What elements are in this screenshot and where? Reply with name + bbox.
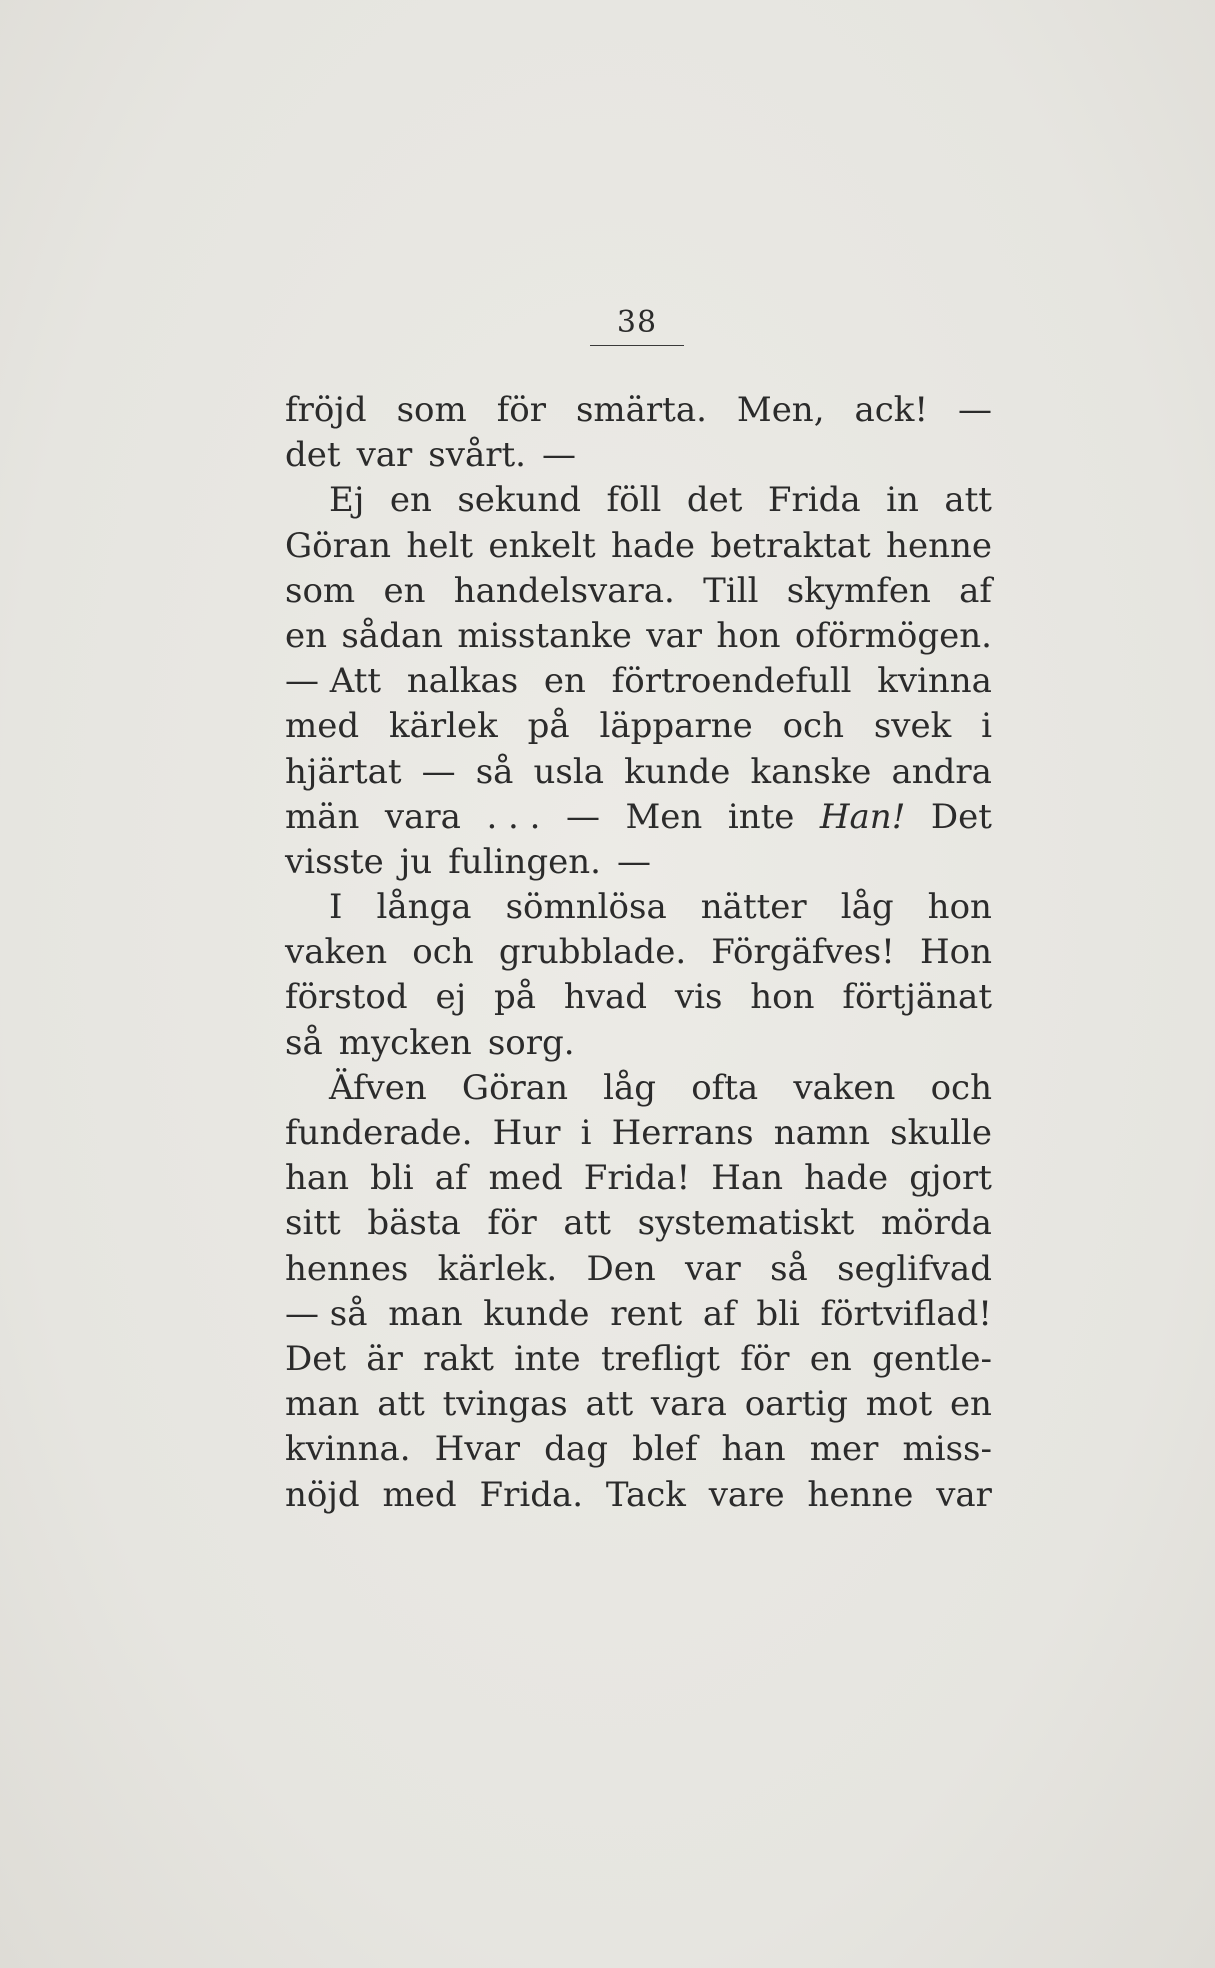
- word: af: [702, 1293, 736, 1334]
- word: Den: [586, 1248, 656, 1289]
- word: Till: [703, 570, 759, 611]
- word: att: [585, 1384, 634, 1425]
- word: män: [285, 796, 360, 837]
- text-line: [285, 1066, 992, 1111]
- text-line: [285, 795, 992, 840]
- word: på: [494, 977, 537, 1018]
- word: — så: [285, 1293, 368, 1334]
- word: inte: [727, 796, 795, 837]
- word: som: [285, 570, 356, 611]
- word: seglifvad: [837, 1248, 992, 1289]
- text-line: [285, 1427, 992, 1472]
- word: Göran: [285, 525, 392, 566]
- word: oförmögen.: [794, 615, 992, 656]
- word: att: [944, 480, 992, 521]
- word: kunde: [483, 1293, 590, 1334]
- word: in: [886, 480, 919, 521]
- text-line: [285, 1021, 992, 1066]
- word: Men,: [736, 390, 825, 430]
- text-line: [285, 930, 992, 975]
- word: mer: [809, 1429, 879, 1470]
- word: vare: [708, 1474, 785, 1515]
- text-line: [285, 1292, 992, 1337]
- word: var: [936, 1474, 992, 1515]
- word: nalkas: [406, 661, 519, 702]
- word: fröjd: [285, 390, 367, 430]
- word: låg: [840, 887, 894, 928]
- word: funderade.: [285, 1113, 473, 1153]
- word: visste: [285, 841, 384, 882]
- word: hjärtat: [285, 751, 402, 792]
- word: dag: [544, 1429, 608, 1470]
- word: sekund: [457, 480, 582, 521]
- word: henne: [886, 525, 992, 566]
- word: att: [377, 1384, 425, 1425]
- word: —: [565, 796, 600, 837]
- word: misstanke: [457, 615, 632, 656]
- word: enkelt: [488, 525, 596, 566]
- text-line: [285, 885, 992, 930]
- word: betraktat: [710, 525, 871, 566]
- word: och: [930, 1067, 992, 1108]
- word: ack!: [854, 390, 929, 430]
- word: Det: [285, 1338, 347, 1379]
- word: Frida: [767, 480, 861, 521]
- word: andra: [891, 751, 992, 792]
- word: helt: [406, 525, 473, 566]
- word: man: [285, 1384, 360, 1425]
- word: Hur: [492, 1113, 561, 1153]
- word: en: [809, 1338, 852, 1379]
- word: förtjänat: [842, 977, 992, 1018]
- word: så: [285, 1022, 323, 1063]
- word: Han!: [819, 796, 906, 837]
- word: mörda: [880, 1203, 992, 1244]
- word: tvingas: [442, 1384, 568, 1425]
- word: med: [488, 1158, 563, 1199]
- word: hennes: [285, 1248, 409, 1289]
- word: —: [421, 751, 456, 792]
- word: för: [740, 1338, 790, 1379]
- word: skulle: [890, 1113, 992, 1153]
- word: mot: [865, 1384, 933, 1425]
- word: Hvar: [434, 1429, 521, 1470]
- word: förtroendefull: [611, 661, 852, 702]
- word: Tack: [605, 1474, 686, 1515]
- page-number: 38: [590, 305, 684, 346]
- body-text: [285, 388, 992, 1518]
- word: miss-: [902, 1429, 992, 1470]
- word: —: [616, 841, 651, 882]
- text-line: [285, 1201, 992, 1246]
- word: sådan: [341, 615, 444, 656]
- word: att: [563, 1203, 611, 1244]
- word: . . .: [486, 796, 541, 837]
- text-line: [285, 975, 992, 1020]
- word: vaken: [285, 932, 388, 973]
- word: Han: [711, 1158, 784, 1199]
- word: långa: [376, 887, 472, 928]
- word: en: [383, 570, 426, 611]
- text-line: [285, 840, 992, 885]
- word: vaken: [793, 1067, 896, 1108]
- word: nätter: [700, 887, 807, 928]
- word: Herrans: [611, 1113, 754, 1153]
- word: gentle-: [872, 1338, 992, 1379]
- word: Äfven: [329, 1067, 427, 1108]
- word: kanske: [750, 751, 872, 792]
- word: Men: [625, 796, 703, 837]
- word: så: [770, 1248, 808, 1289]
- word: sorg.: [487, 1022, 575, 1063]
- text-line: [285, 1247, 992, 1292]
- word: kunde: [624, 751, 731, 792]
- word: inte: [514, 1338, 581, 1379]
- word: usla: [533, 751, 605, 792]
- word: låg: [603, 1067, 657, 1108]
- word: gjort: [909, 1158, 992, 1199]
- word: rent: [610, 1293, 683, 1334]
- word: som: [396, 390, 467, 430]
- word: af: [434, 1158, 468, 1199]
- text-line: [285, 1111, 992, 1156]
- word: man: [388, 1293, 463, 1334]
- word: en: [285, 615, 328, 656]
- text-line: [285, 704, 992, 749]
- word: en: [543, 661, 586, 702]
- word: namn: [773, 1113, 871, 1153]
- text-line: [285, 524, 992, 569]
- word: rakt: [423, 1338, 494, 1379]
- word: kärlek.: [437, 1248, 558, 1289]
- word: var: [646, 615, 702, 656]
- word: han: [285, 1158, 350, 1199]
- word: grubblade.: [498, 932, 687, 973]
- word: hon: [750, 977, 815, 1018]
- word: en: [389, 480, 432, 521]
- word: ofta: [691, 1067, 759, 1108]
- word: med: [382, 1474, 457, 1515]
- text-line: [285, 569, 992, 614]
- word: Förgäfves!: [711, 932, 895, 973]
- text-line: [285, 478, 992, 523]
- word: ej: [435, 977, 467, 1018]
- word: af: [959, 570, 992, 611]
- text-line: [285, 1156, 992, 1201]
- word: hon: [716, 615, 781, 656]
- word: nöjd: [285, 1474, 360, 1515]
- word: vara: [384, 796, 461, 837]
- word: kvinna: [877, 661, 992, 702]
- word: hade: [610, 525, 696, 566]
- word: i: [580, 1113, 592, 1153]
- word: smärta.: [575, 390, 707, 430]
- word: han: [721, 1429, 786, 1470]
- word: så: [475, 751, 514, 792]
- word: —: [958, 390, 992, 430]
- word: förstod: [285, 977, 408, 1018]
- word: i: [981, 706, 992, 747]
- word: — Att: [285, 661, 382, 702]
- text-line: [285, 614, 992, 659]
- word: Göran: [461, 1067, 568, 1108]
- word: —: [541, 435, 576, 476]
- word: var: [356, 435, 413, 476]
- word: för: [496, 390, 547, 430]
- word: det: [285, 435, 341, 476]
- word: förtviflad!: [820, 1293, 992, 1334]
- text-line: [285, 433, 992, 478]
- word: fulingen.: [448, 841, 601, 882]
- word: med: [285, 706, 360, 747]
- word: bästa: [367, 1203, 461, 1244]
- word: en: [949, 1384, 992, 1425]
- word: och: [782, 706, 844, 747]
- word: trefligt: [600, 1338, 720, 1379]
- word: henne: [807, 1474, 914, 1515]
- word: bli: [756, 1293, 800, 1334]
- text-line: [285, 659, 992, 704]
- word: vis: [674, 977, 723, 1018]
- text-line: [285, 750, 992, 795]
- word: var: [685, 1248, 741, 1289]
- word: Det: [930, 796, 992, 837]
- word: läpparne: [599, 706, 753, 747]
- word: för: [487, 1203, 537, 1244]
- word: kvinna.: [285, 1429, 411, 1470]
- word: I: [329, 887, 343, 928]
- word: bli: [370, 1158, 414, 1199]
- word: oartig: [744, 1384, 848, 1425]
- word: föll: [606, 480, 662, 521]
- word: Frida.: [479, 1474, 584, 1515]
- word: skymfen: [786, 570, 931, 611]
- text-line: [285, 1473, 992, 1518]
- word: och: [412, 932, 474, 973]
- word: Ej: [329, 480, 365, 521]
- word: Hon: [919, 932, 992, 973]
- word: handelsvara.: [453, 570, 675, 611]
- text-line: [285, 388, 992, 433]
- text-line: [285, 1337, 992, 1382]
- word: på: [527, 706, 570, 747]
- word: hon: [927, 887, 992, 928]
- text-line: [285, 1382, 992, 1427]
- word: systematiskt: [637, 1203, 855, 1244]
- word: sitt: [285, 1203, 341, 1244]
- word: svårt.: [428, 435, 526, 476]
- word: det: [686, 480, 743, 521]
- word: är: [366, 1338, 403, 1379]
- word: svek: [873, 706, 952, 747]
- word: hade: [804, 1158, 889, 1199]
- word: hvad: [563, 977, 648, 1018]
- word: blef: [632, 1429, 698, 1470]
- word: vara: [650, 1384, 727, 1425]
- word: kärlek: [389, 706, 498, 747]
- word: mycken: [338, 1022, 472, 1063]
- word: Frida!: [583, 1158, 691, 1199]
- word: sömnlösa: [505, 887, 667, 928]
- word: ju: [399, 841, 433, 882]
